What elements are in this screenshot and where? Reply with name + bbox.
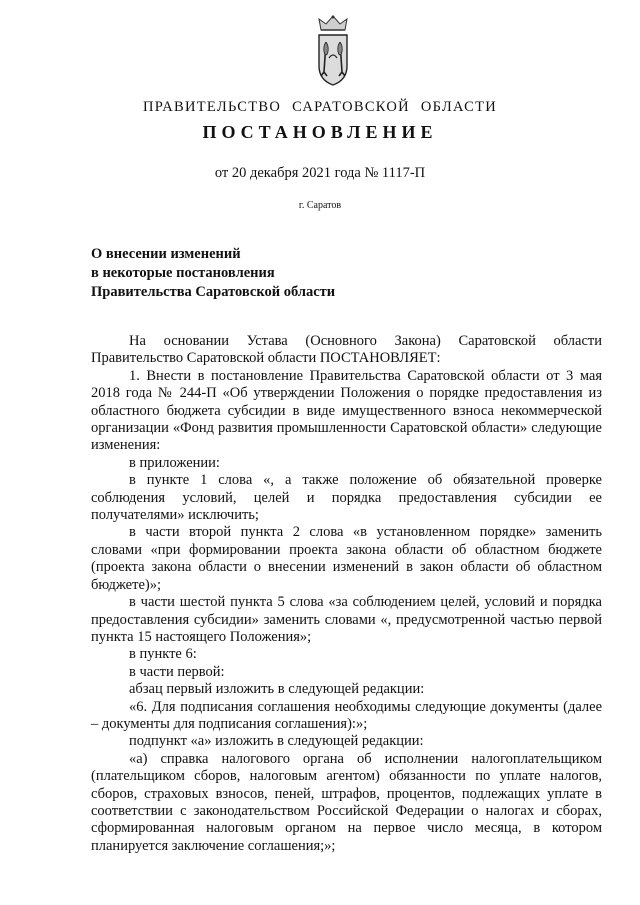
- body-paragraph: абзац первый изложить в следующей редакции:: [129, 681, 425, 698]
- body-paragraph: «а) справка налогового органа об исполнении налогоплательщиком (плательщиком сборов, налоговым агентом) обязанности по уплате налогов, сборов, страховых взносов, пеней, штрафов, процентов, подлежащих уплате в соответствии с законодательством Российской Федерации о налогах и сборах, сформированная налоговым органом на первое число месяца, в котором планируется заключение соглашения;»;: [91, 750, 602, 854]
- body-paragraph: подпункт «а» изложить в следующей редакции:: [129, 733, 424, 750]
- subject-line: О внесении изменений: [91, 246, 241, 262]
- body-paragraph: в пункте 1 слова «, а также положение об обязательной проверке соблюдения условий, целей и порядка предоставления субсидии ее получателями» исключить;: [91, 472, 602, 524]
- body-paragraph: в части шестой пункта 5 слова «за соблюдением целей, условий и порядка предоставления субсидии» заменить словами «, предусмотренной частью первой пункта 15 настоящего Положения»;: [91, 594, 602, 645]
- city: г. Саратов: [298, 200, 342, 211]
- body-paragraph: На основании Устава (Основного Закона) Саратовской области Правительство Саратовской области ПОСТАНОВЛЯЕТ:: [91, 333, 602, 367]
- document-type: ПОСТАНОВЛЕНИЕ: [202, 122, 438, 142]
- body-paragraph: 1. Внести в постановление Правительства Саратовской области от 3 мая 2018 года № 244-П «Об утверждении Положения о порядке предоставления из областного бюджета субсидии в виде имущественного взноса некоммерческой организации «Фонд развития промышленности Саратовской области» следующие изменения:: [91, 367, 602, 454]
- body-paragraph: в пункте 6:: [129, 646, 197, 663]
- date-and-number: от 20 декабря 2021 года № 1117-П: [214, 165, 426, 181]
- document-body: [91, 333, 602, 855]
- organization-name: ПРАВИТЕЛЬСТВО САРАТОВСКОЙ ОБЛАСТИ: [142, 99, 498, 115]
- coat-of-arms-icon: [313, 14, 353, 88]
- body-paragraph: «6. Для подписания соглашения необходимы следующие документы (далее – документы для подписания соглашения):»;: [91, 698, 602, 732]
- body-paragraph: в части первой:: [129, 663, 225, 680]
- document-subject: [91, 245, 391, 302]
- body-paragraph: в приложении:: [129, 454, 220, 471]
- subject-line: Правительства Саратовской области: [91, 284, 336, 300]
- body-paragraph: в части второй пункта 2 слова «в установленном порядке» заменить словами «при формировании проекта закона области об областном бюджете (проекта закона области о внесении изменений в закон области об областном бюджете)»;: [91, 524, 602, 593]
- subject-line: в некоторые постановления: [91, 265, 275, 281]
